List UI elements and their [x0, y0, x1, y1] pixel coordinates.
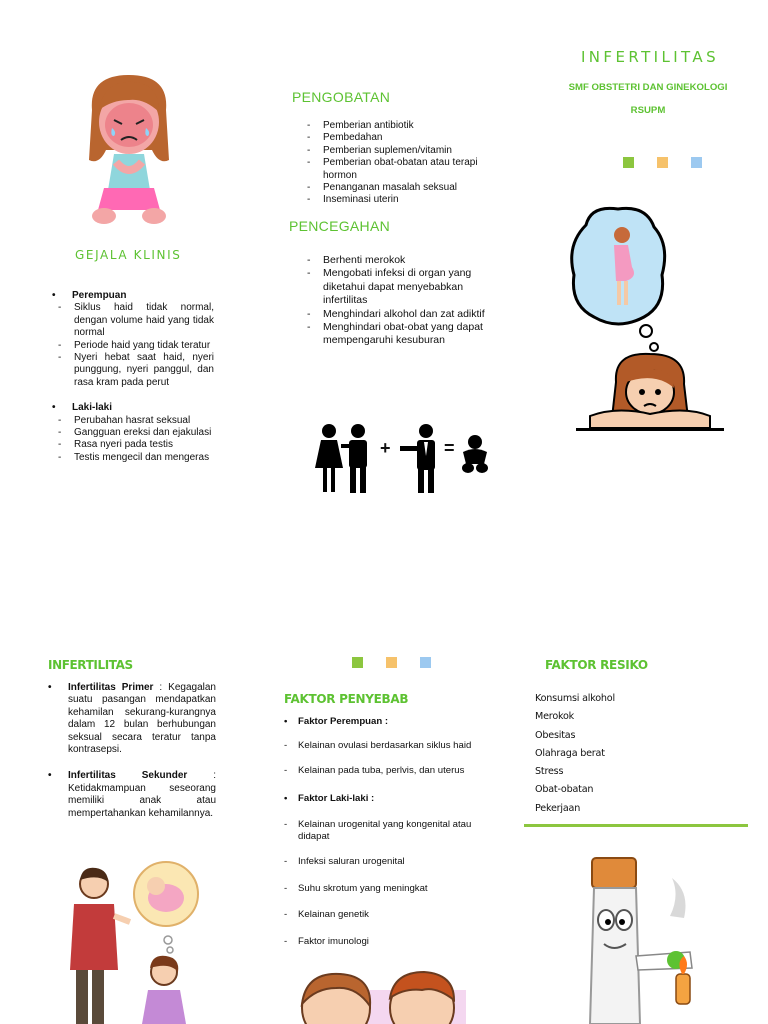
pengobatan-list: [307, 120, 497, 207]
pengobatan-item: - Inseminasi uterin: [307, 194, 497, 206]
penyebab-heading: FAKTOR PENYEBAB: [284, 692, 409, 706]
resiko-item: Obat-obatan: [535, 784, 594, 796]
penyebab-perempuan-label: • Faktor Perempuan :: [284, 716, 504, 728]
children-faces-illustration: [296, 968, 476, 1024]
decor-square-blue: [691, 157, 702, 168]
pengobatan-item: - Pemberian suplemen/vitamin: [307, 145, 497, 157]
resiko-item: Konsumsi alkohol: [535, 693, 615, 704]
doctor-icon: [398, 422, 442, 494]
pengobatan-item: - Pemberian antibiotik: [307, 120, 497, 132]
resiko-list: [535, 690, 735, 818]
pengobatan-item: - Pemberian obat-obatan atau terapi hormon: [307, 157, 497, 182]
resiko-item: Pekerjaan: [535, 802, 581, 814]
gejala-laki-item: - Testis mengecil dan mengeras: [58, 452, 214, 464]
definisi-heading: INFERTILITAS: [48, 658, 133, 672]
equals-sign: =: [444, 438, 455, 458]
definisi-list: [48, 682, 216, 820]
gejala-perempuan-item: - Nyeri hebat saat haid, nyeri punggung, nyeri panggul, dan rasa kram pada perut: [58, 352, 214, 389]
decor-square-green: [352, 657, 363, 668]
gejala-perempuan-item: - Siklus haid tidak normal, dengan volume haid yang tidak normal: [58, 302, 214, 339]
resiko-heading: FAKTOR RESIKO: [545, 658, 648, 672]
pregnant-woman-thought-bubble-icon: [566, 205, 670, 355]
penyebab-laki-item: - Faktor imunologi: [284, 936, 484, 948]
decor-square-orange: [386, 657, 397, 668]
penyebab-perempuan-item: - Kelainan ovulasi berdasarkan siklus haid: [284, 740, 504, 752]
resiko-item: Stress: [535, 766, 564, 778]
decor-square-orange: [657, 157, 668, 168]
pengobatan-heading: PENGOBATAN: [292, 89, 391, 105]
gejala-heading: GEJALA KLINIS: [75, 248, 182, 262]
gejala-perempuan-item: - Periode haid yang tidak teratur: [58, 340, 214, 352]
definisi-primer: • Infertilitas Primer : Kegagalan suatu pasangan mendapatkan kehamilan sekurang-kurangnya dalam 12 bulan berhubungan seksual secara teratur tanpa kontrasepsi.: [48, 682, 216, 756]
pengobatan-item: - Penanganan masalah seksual: [307, 182, 497, 194]
penyebab-laki-item: - Suhu skrotum yang meningkat: [284, 883, 484, 895]
penyebab-laki-item: - Kelainan genetik: [284, 909, 484, 921]
penyebab-laki-item: - Kelainan urogenital yang kongenital atau didapat: [284, 819, 484, 844]
penyebab-perempuan-item: - Kelainan pada tuba, perlvis, dan uterus: [284, 765, 504, 777]
gejala-perempuan-label: • Perempuan: [52, 290, 214, 302]
resiko-divider: [524, 824, 748, 827]
resiko-item: Obesitas: [535, 729, 576, 741]
pencegahan-list: [307, 254, 507, 348]
gejala-laki-item: - Gangguan ereksi dan ejakulasi: [58, 427, 214, 439]
crying-girl-illustration: [74, 70, 184, 230]
pencegahan-heading: PENCEGAHAN: [289, 218, 391, 234]
brochure-subtitle-department: SMF OBSTETRI DAN GINEKOLOGI: [568, 82, 728, 93]
pencegahan-item: - Mengobati infeksi di organ yang diketahui dapat menyebabkan infertilitas: [307, 267, 507, 307]
gejala-laki-item: - Perubahan hasrat seksual: [58, 415, 214, 427]
plus-sign: +: [380, 438, 391, 458]
couple-with-baby-thought-illustration: [60, 860, 210, 1024]
gejala-laki-label: • Laki-laki: [52, 402, 214, 414]
sad-woman-illustration: [576, 352, 724, 432]
pencegahan-item: - Menghindari alkohol dan zat adiktif: [307, 308, 507, 321]
brochure-title: INFERTILITAS: [580, 48, 720, 66]
resiko-item: Olahraga berat: [535, 747, 605, 759]
penyebab-laki-item: - Infeksi saluran urogenital: [284, 856, 484, 868]
pengobatan-item: - Pembedahan: [307, 132, 497, 144]
baby-icon: [460, 434, 490, 474]
decor-square-blue: [420, 657, 431, 668]
gejala-section: [52, 290, 214, 464]
pencegahan-item: - Menghindari obat-obat yang dapat mempengaruhi kesuburan: [307, 321, 507, 348]
cigarette-character-illustration: [580, 856, 710, 1024]
couple-icon: [312, 422, 376, 494]
decor-square-green: [623, 157, 634, 168]
resiko-item: Merokok: [535, 711, 575, 723]
pencegahan-item: - Berhenti merokok: [307, 254, 507, 267]
brochure-subtitle-hospital: RSUPM: [630, 105, 666, 116]
gejala-laki-item: - Rasa nyeri pada testis: [58, 439, 214, 451]
penyebab-section: [284, 716, 504, 948]
penyebab-laki-label: • Faktor Laki-laki :: [284, 793, 504, 805]
definisi-sekunder: • Infertilitas Sekunder : Ketidakmampuan seseorang memiliki anak atau mempertahankan kehamilannya.: [48, 770, 216, 820]
